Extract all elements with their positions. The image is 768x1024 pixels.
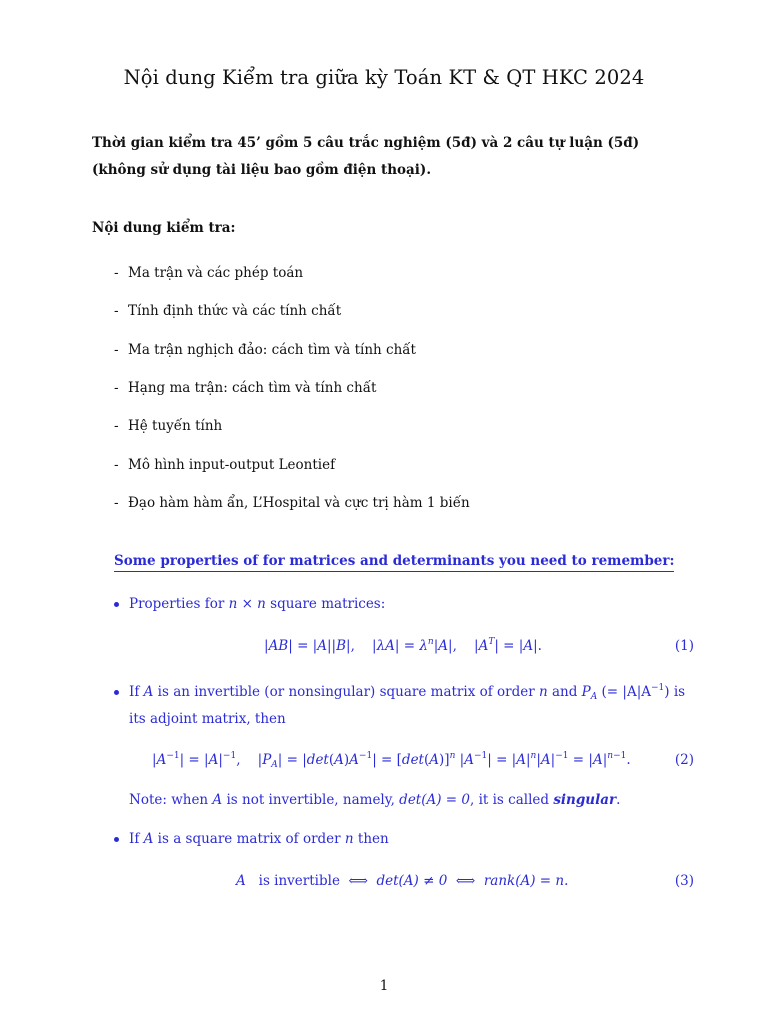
topic-label: Hạng ma trận: cách tìm và tính chất bbox=[128, 380, 377, 396]
topic-label: Ma trận nghịch đảo: cách tìm và tính chất bbox=[128, 342, 416, 358]
math-expr: det(A) ≠ 0 bbox=[376, 873, 448, 889]
bullet-text: and bbox=[547, 684, 582, 700]
list-item bbox=[114, 457, 335, 473]
math-var: n bbox=[538, 684, 548, 700]
properties-heading: Some properties of for matrices and determinants you need to remember: bbox=[114, 553, 674, 572]
list-dash: - bbox=[114, 265, 119, 281]
bullet-text: is an invertible (or nonsingular) square matrix of order bbox=[153, 684, 539, 700]
bullet-dot-icon bbox=[114, 690, 119, 695]
page-title: Nội dung Kiểm tra giữa kỳ Toán KT & QT HKC 2024 bbox=[123, 66, 645, 89]
note-part: . bbox=[616, 792, 621, 808]
note-part: is not invertible, namely, bbox=[222, 792, 400, 808]
page-number: 1 bbox=[379, 978, 389, 994]
list-item bbox=[114, 303, 341, 319]
list-item bbox=[114, 265, 303, 281]
math-expr: rank(A) = n. bbox=[483, 873, 569, 889]
note-part: Note: when bbox=[129, 792, 213, 808]
list-dash: - bbox=[114, 495, 119, 511]
bullet-text: If bbox=[129, 831, 144, 847]
math-exponent: −1 bbox=[651, 683, 665, 693]
bullet-item bbox=[114, 679, 696, 733]
math-var: n bbox=[344, 831, 354, 847]
math-var: A bbox=[212, 792, 223, 808]
topic-label: Hệ tuyến tính bbox=[128, 418, 223, 434]
bullet-text: If bbox=[129, 684, 144, 700]
math-subscript: A bbox=[590, 692, 598, 702]
bullet-text: is a square matrix of order bbox=[153, 831, 345, 847]
section-heading: Nội dung kiểm tra: bbox=[92, 220, 236, 236]
math-var: n × n bbox=[228, 596, 266, 612]
list-dash: - bbox=[114, 303, 119, 319]
topic-label: Ma trận và các phép toán bbox=[128, 265, 304, 281]
list-item bbox=[114, 342, 416, 358]
equation-number: (3) bbox=[674, 873, 694, 889]
equation-number: (1) bbox=[674, 638, 694, 654]
list-dash: - bbox=[114, 457, 119, 473]
math-var: A bbox=[236, 873, 246, 889]
emphasis-singular: singular bbox=[553, 792, 617, 808]
bullet-text: then bbox=[353, 831, 389, 847]
equation-text: is invertible bbox=[258, 873, 340, 889]
list-item bbox=[114, 418, 222, 434]
list-item bbox=[114, 380, 376, 396]
math-var: A bbox=[143, 831, 154, 847]
topic-label: Mô hình input-output Leontief bbox=[128, 457, 336, 473]
bullet-item bbox=[114, 826, 696, 853]
note-part: , it is called bbox=[470, 792, 554, 808]
note-text bbox=[129, 792, 620, 808]
list-dash: - bbox=[114, 418, 119, 434]
math-expr: det(A) = 0 bbox=[399, 792, 470, 808]
list-dash: - bbox=[114, 380, 119, 396]
intro-paragraph: Thời gian kiểm tra 45’ gồm 5 câu trắc nghiệm (5đ) và 2 câu tự luận (5đ) (không sử dụng tài liệu bao gồm điện thoại). bbox=[92, 135, 640, 178]
equation-number: (2) bbox=[674, 752, 694, 768]
list-dash: - bbox=[114, 342, 119, 358]
equation-1: |AB| = |A||B|, $|\lambda A| = \lambda^n|A|$, $|A^T| = |A|$. bbox=[264, 637, 542, 654]
math-var: A bbox=[143, 684, 154, 700]
bullet-text: ) is its adjoint matrix, then bbox=[129, 684, 686, 727]
math-var: P bbox=[581, 684, 591, 700]
bullet-text: (= |A|A bbox=[597, 684, 652, 700]
bullet-dot-icon bbox=[114, 602, 119, 607]
topic-label: Đạo hàm hàm ẩn, L’Hospital và cực trị hàm 1 biến bbox=[128, 495, 470, 511]
equation-3: A is invertible ⟺ det(A) ≠ 0 ⟺ rank(A) = n. bbox=[236, 873, 569, 889]
list-item bbox=[114, 495, 470, 511]
bullet-item bbox=[114, 591, 696, 618]
bullet-text: square matrices: bbox=[265, 596, 386, 612]
equation-2: $|A^{-1}| = |A|^{-1}$, $|P_A| = |\det(A)A^{-1}| = [\det(A)]^n$ $|A^{-1}| = |A|^n|A|^{-1} = |A|^{n-1}$. bbox=[152, 751, 631, 770]
topic-label: Tính định thức và các tính chất bbox=[128, 303, 342, 319]
bullet-dot-icon bbox=[114, 837, 119, 842]
bullet-text: Properties for bbox=[129, 596, 229, 612]
